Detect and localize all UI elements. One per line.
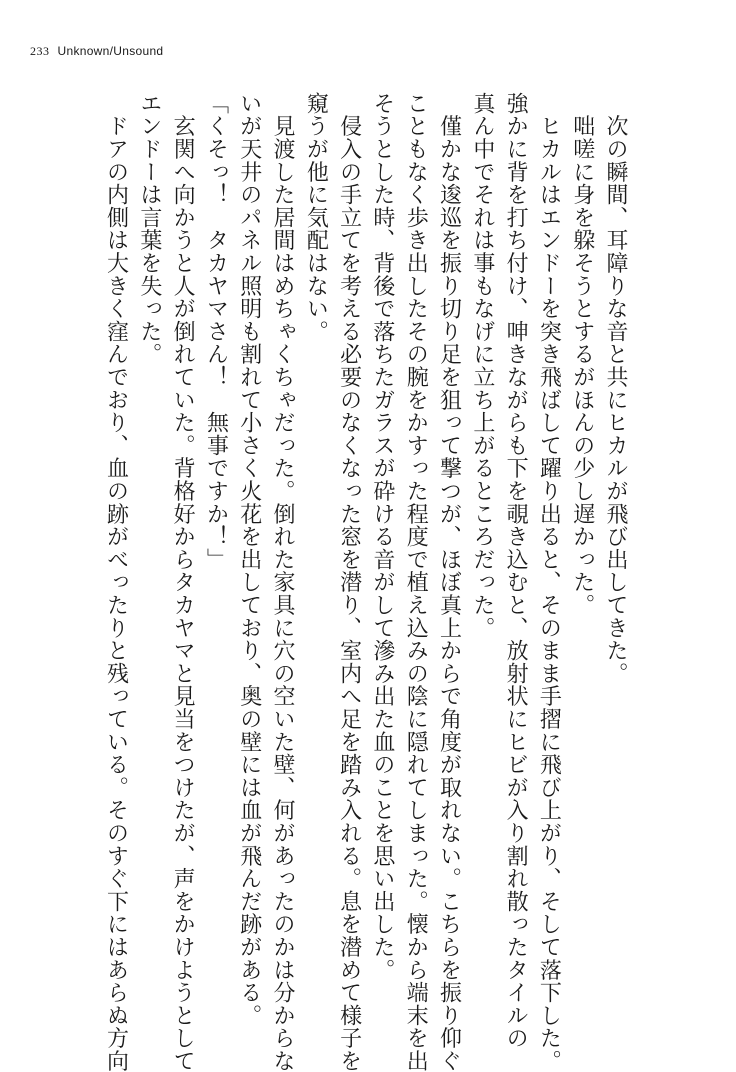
text-line: 「くそっ！ タカヤマさん！ 無事ですか！」 [203, 92, 229, 571]
text-line: 咄嗟に身を躱そうとするがほんの少し遅かった。 [569, 92, 595, 617]
text-line: 僅かな逡巡を振り切り足を狙って撃つが、ほぼ真上からで角度が取れない。こちらを振り仰ぐ [436, 92, 462, 1072]
text-line: ヒカルはエンドーを突き飛ばして躍り出ると、そのまま手摺に飛び上がり、そして落下した。 [536, 92, 562, 1072]
running-head [30, 44, 163, 58]
body-text [99, 92, 632, 1072]
text-line: こともなく歩き出したその腕をかすった程度で植え込みの陰に隠れてしまった。懐から端末を出 [403, 92, 429, 1072]
text-line: 侵入の手立てを考える必要のなくなった窓を潜り、室内へ足を踏み入れる。息を潜めて様子を [336, 92, 362, 1072]
text-line: 玄関へ向かうと人が倒れていた。背格好からタカヤマと見当をつけたが、声をかけようとして [170, 92, 196, 1072]
text-line: 次の瞬間、耳障りな音と共にヒカルが飛び出してきた。 [603, 92, 628, 685]
text-line: 強かに背を打ち付け、呻きながらも下を覗き込むと、放射状にヒビが入り割れ散ったタイルの [503, 92, 529, 1050]
text-line: ドアの内側は大きく窪んでおり、血の跡がべったりと残っている。そのすぐ下にはあらぬ方向 [103, 92, 129, 1072]
page-number: 233 [30, 44, 50, 58]
text-line: 窺うが他に気配はない。 [303, 92, 329, 343]
text-line: 真ん中でそれは事もなげに立ち上がるところだった。 [469, 92, 495, 640]
text-line: 見渡した居間はめちゃくちゃだった。倒れた家具に穴の空いた壁、何があったのかは分からな [270, 92, 296, 1072]
text-line: エンドーは言葉を失った。 [136, 92, 162, 366]
text-line: いが天井のパネル照明も割れて小さく火花を出しており、奥の壁には血が飛んだ跡がある。 [236, 92, 262, 1027]
book-title: Unknown/Unsound [57, 44, 164, 58]
text-line: そうとした時、背後で落ちたガラスが砕ける音がして滲み出た血のことを思い出した。 [369, 92, 395, 982]
